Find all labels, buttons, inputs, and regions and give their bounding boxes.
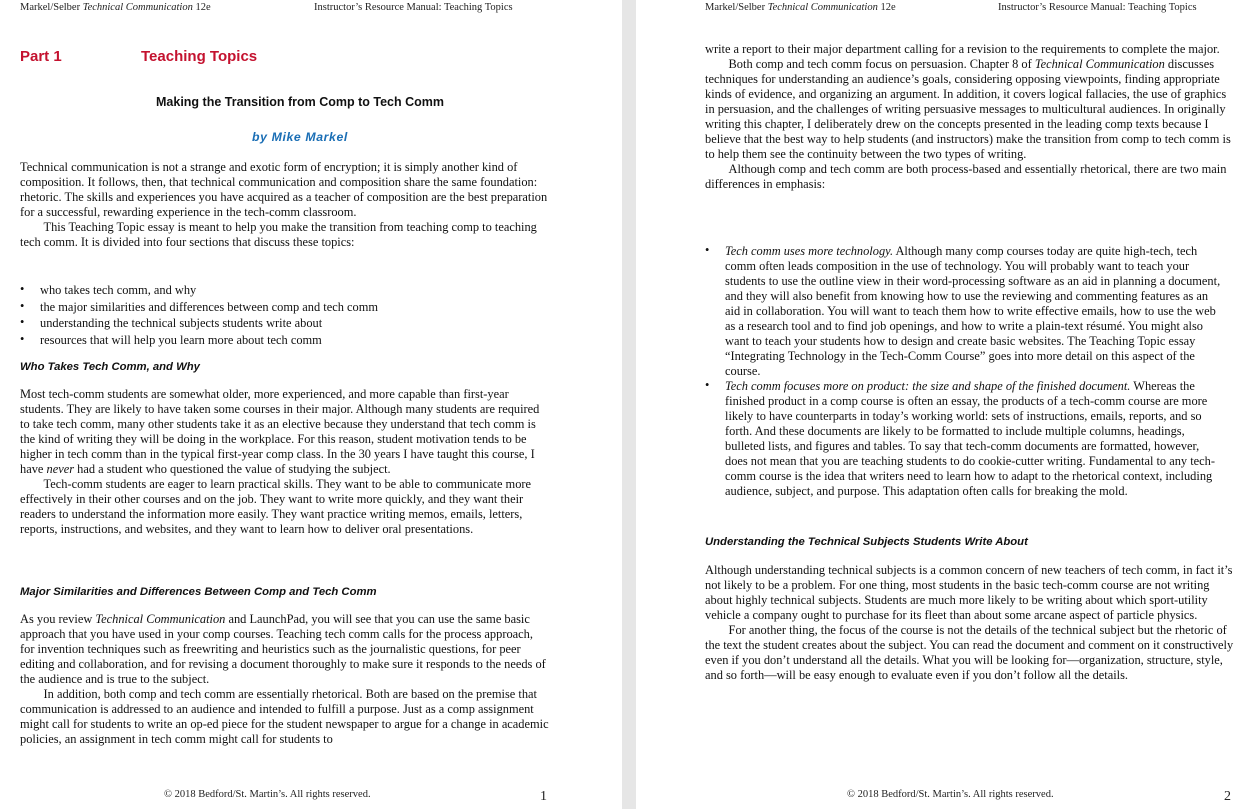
technical-paragraph-2: For another thing, the focus of the course is not the details of the technical subject but the rhetoric of the text the student creates about the subject. You can read the document and comment on it constructively even if you don’t understand all the details. What you will be looking for—organization, structure, style, and so forth—will be easy enough to evaluate even if you don’t follow all the details. <box>705 623 1234 682</box>
header-author: Markel/Selber <box>20 2 83 13</box>
intro-section <box>20 160 560 250</box>
header-book-title: Technical Communication <box>767 2 878 13</box>
header-book-title: Technical Communication <box>82 2 193 13</box>
section-similarities-body <box>20 612 550 747</box>
topics-list <box>20 283 560 349</box>
page-number: 1 <box>540 789 547 804</box>
differences-paragraph: Although comp and tech comm are both process-based and essentially rhetorical, there are two main differences in emphasis: <box>705 162 1227 191</box>
technical-paragraph-1: Although understanding technical subjects is a common concern of new teachers of tech comm, in fact it’s not likely to be a problem. For one thing, most students in the basic tech-comm course are not writing about highly technical subjects. Students are much more likely to be writing about which sport-utility vehicle a company ought to purchase for its fleet than about some arcane aspect of particle physics. <box>705 563 1233 622</box>
running-header-right: Instructor’s Resource Manual: Teaching Topics <box>314 2 513 13</box>
running-header-left <box>20 2 211 13</box>
list-item: • understanding the technical subjects students write about <box>20 315 323 330</box>
similarities-paragraph-2: In addition, both comp and tech comm are essentially rhetorical. Both are based on the premise that communication is addressed to an audience and intended to fulfill a purpose. Just as a comp assignment might call for students to write an op-ed piece for the student newspaper to argue for a change in academic policies, an assignment in tech comm might call for students to <box>20 687 549 746</box>
continuation-paragraph: write a report to their major department calling for a revision to the requirements to complete the major. <box>705 42 1220 56</box>
running-header-right: Instructor’s Resource Manual: Teaching Topics <box>998 2 1197 13</box>
header-edition: 12e <box>877 2 896 13</box>
page-number: 2 <box>1224 789 1231 804</box>
continuation-section <box>705 42 1237 192</box>
list-item: • resources that will help you learn more about tech comm <box>20 331 322 347</box>
persuasion-paragraph: Both comp and tech comm focus on persuasion. Chapter 8 of Technical Communication discusses techniques for understanding an audience’s goals, considering opposing viewpoints, finding appropriate kinds of evidence, and organizing an argument. In addition, it covers logical fallacies, the use of graphics in persuasion, and the challenges of writing persuasive messages to multicultural audiences. In originally writing this chapter, I deliberately drew on the concepts presented in the leading comp texts because I believe that the best way to help students (and instructors) make the transition from comp to tech comm is to help them see the continuity between the two types of writing. <box>705 57 1231 161</box>
header-author: Markel/Selber <box>705 2 768 13</box>
part-title: Teaching Topics <box>141 48 258 65</box>
page-2 <box>636 0 1258 809</box>
list-item: • who takes tech comm, and why <box>20 282 197 297</box>
byline: by Mike Markel <box>252 130 348 144</box>
who-paragraph-1: Most tech-comm students are somewhat older, more experienced, and more capable than first-year students. They are likely to have taken some courses in their major. Although many students are required to take tech comm, many other students take it as an elective because they understand that tech comm is the kind of writing they will be doing in the workplace. For this reason, student motivation tends to be higher in tech comm than in the typical first-year comp class. In the 30 years I have taught this course, I have never had a student who questioned the value of studying the subject. <box>20 387 540 476</box>
list-item: • Tech comm focuses more on product: the size and shape of the finished document. Whereas the finished product in a comp course is often an essay, the products of a tech-comm course are more likely to have counterparts in today’s working world: sets of instructions, emails, reports, and so forth. And these documents are likely to be formatted to include multiple columns, headings, bulleted lists, and figures and tables. To say that tech-comm documents are formatted, however, does not mean that you are teaching students to do cookie-cutter writing. Fundamental to any tech-comm course is the idea that writers need to learn how to adapt to the rhetorical context, including audience, subject, and purpose. This adaptation often calls for breaking the mold. <box>705 378 1215 498</box>
section-heading-similarities: Major Similarities and Differences Between Comp and Tech Comm <box>20 586 377 598</box>
who-paragraph-2: Tech-comm students are eager to learn practical skills. They want to be able to communicate more effectively in their other courses and on the job. They want to write more quickly, and they want their readers to understand the information more easily. They want practice writing memos, emails, letters, reports, instructions, and websites, and they want to learn how to deliver oral presentations. <box>20 477 532 536</box>
list-item: • the major similarities and differences between comp and tech comm <box>20 298 378 314</box>
part-label: Part 1 <box>20 48 62 65</box>
running-header-left <box>705 2 896 13</box>
list-item: • Tech comm uses more technology. Although many comp courses today are quite high-tech, tech comm often leads composition in the use of technology. You will probably want to teach your students to use the outline view in their word-processing software as an aid in planning a document, and they will also benefit from knowing how to use the reviewing and commenting features as an aid in collaboration. You will want to teach them how to write effective emails, how to use the web as a research tool and to find job openings, and how to write a plain-text résumé. You might also want to teach your students how to design and create basic websites. The Teaching Topic essay “Integrating Technology in the Tech-Comm Course” goes into more detail on this aspect of the course. <box>705 243 1221 378</box>
section-technical-subjects-body <box>705 563 1237 683</box>
differences-list <box>705 244 1225 499</box>
intro-paragraph-2: This Teaching Topic essay is meant to help you make the transition from teaching comp to teaching tech comm. It is divided into four sections that discuss these topics: <box>20 220 537 249</box>
similarities-paragraph-1: As you review Technical Communication and LaunchPad, you will see that you can use the same basic approach that you have used in your comp courses. Teaching tech comm calls for the process approach, for invention techniques such as freewriting and heuristics such as the journalistic questions, for peer editing and collaboration, and for revising a document thoroughly to make sure it responds to the needs of the audience and is true to the subject. <box>20 612 546 686</box>
page-1 <box>0 0 622 809</box>
section-who-body <box>20 387 552 537</box>
footer-copyright: © 2018 Bedford/St. Martin’s. All rights reserved. <box>847 789 1054 800</box>
header-edition: 12e <box>192 2 211 13</box>
section-heading-who: Who Takes Tech Comm, and Why <box>20 361 200 373</box>
section-heading-technical-subjects: Understanding the Technical Subjects Students Write About <box>705 536 1028 548</box>
footer-copyright: © 2018 Bedford/St. Martin’s. All rights reserved. <box>164 789 371 800</box>
intro-paragraph-1: Technical communication is not a strange and exotic form of encryption; it is simply another kind of composition. It follows, then, that technical communication and composition share the same foundation: rhetoric. The skills and experiences you have acquired as a teacher of composition are the best preparation for a successful, rewarding experience in the tech-comm classroom. <box>20 160 548 219</box>
essay-title: Making the Transition from Comp to Tech Comm <box>156 95 444 109</box>
